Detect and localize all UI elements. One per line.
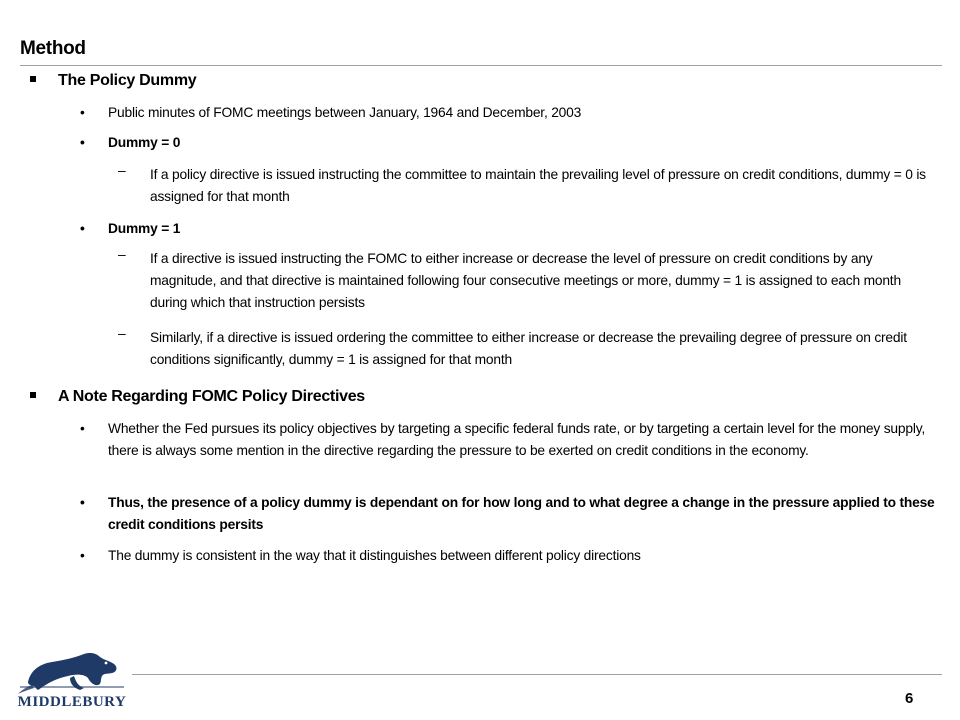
dash-bullet-icon: – [118, 247, 126, 262]
bullet-icon: • [80, 421, 85, 436]
svg-text:MIDDLEBURY: MIDDLEBURY [17, 694, 127, 710]
bullet-item [80, 102, 940, 124]
bullet-icon: • [80, 135, 85, 150]
section-heading-text: The Policy Dummy [58, 72, 197, 89]
bullet-item-dummy-0 [80, 132, 940, 154]
sub-bullet-text: If a policy directive is issued instructing the committee to maintain the prevailing level of pressure on credit conditions, dummy = 0 is assigned for that month [150, 167, 926, 204]
bullet-item [80, 545, 940, 567]
square-bullet-icon [30, 392, 36, 398]
sub-bullet-text: Similarly, if a directive is issued ordering the committee to either increase or decrease the prevailing degree of pressure on credit conditions significantly, dummy = 1 is assigned for that month [150, 330, 907, 367]
sub-bullet-item [118, 164, 940, 208]
dash-bullet-icon: – [118, 163, 126, 178]
section-heading-policy-dummy [30, 72, 196, 90]
sub-bullet-item [118, 327, 940, 371]
bullet-item [80, 492, 940, 536]
page-number: 6 [905, 690, 914, 707]
bullet-item-dummy-1 [80, 218, 940, 240]
title-divider [20, 65, 942, 66]
bullet-text: The dummy is consistent in the way that it distinguishes between different policy directions [108, 548, 641, 563]
bullet-text: Dummy = 1 [108, 221, 181, 236]
bullet-icon: • [80, 548, 85, 563]
bullet-icon: • [80, 495, 85, 510]
slide-title: Method [20, 38, 86, 59]
square-bullet-icon [30, 76, 36, 82]
bullet-item [80, 418, 940, 462]
bullet-text: Whether the Fed pursues its policy objectives by targeting a specific federal funds rate, or by targeting a certain level for the money supply, there is always some mention in the directive regarding the pressure to be exerted on credit conditions in the economy. [108, 421, 926, 458]
middlebury-logo [14, 648, 134, 710]
sub-bullet-item [118, 248, 940, 314]
bullet-icon: • [80, 221, 85, 236]
dash-bullet-icon: – [118, 326, 126, 341]
bullet-icon: • [80, 105, 85, 120]
section-heading-fomc-directives [30, 388, 365, 406]
bullet-text: Dummy = 0 [108, 135, 181, 150]
bullet-text: Thus, the presence of a policy dummy is dependant on for how long and to what degree a change in the pressure applied to these credit conditions persits [108, 495, 935, 532]
footer-divider [132, 674, 942, 675]
section-heading-text: A Note Regarding FOMC Policy Directives [58, 388, 365, 405]
bullet-text: Public minutes of FOMC meetings between January, 1964 and December, 2003 [108, 105, 582, 120]
sub-bullet-text: If a directive is issued instructing the FOMC to either increase or decrease the level of pressure on credit conditions by any magnitude, and that directive is maintained following four consecutive meetings or more, dummy = 1 is assigned to each month during which that instruction persists [150, 251, 901, 310]
